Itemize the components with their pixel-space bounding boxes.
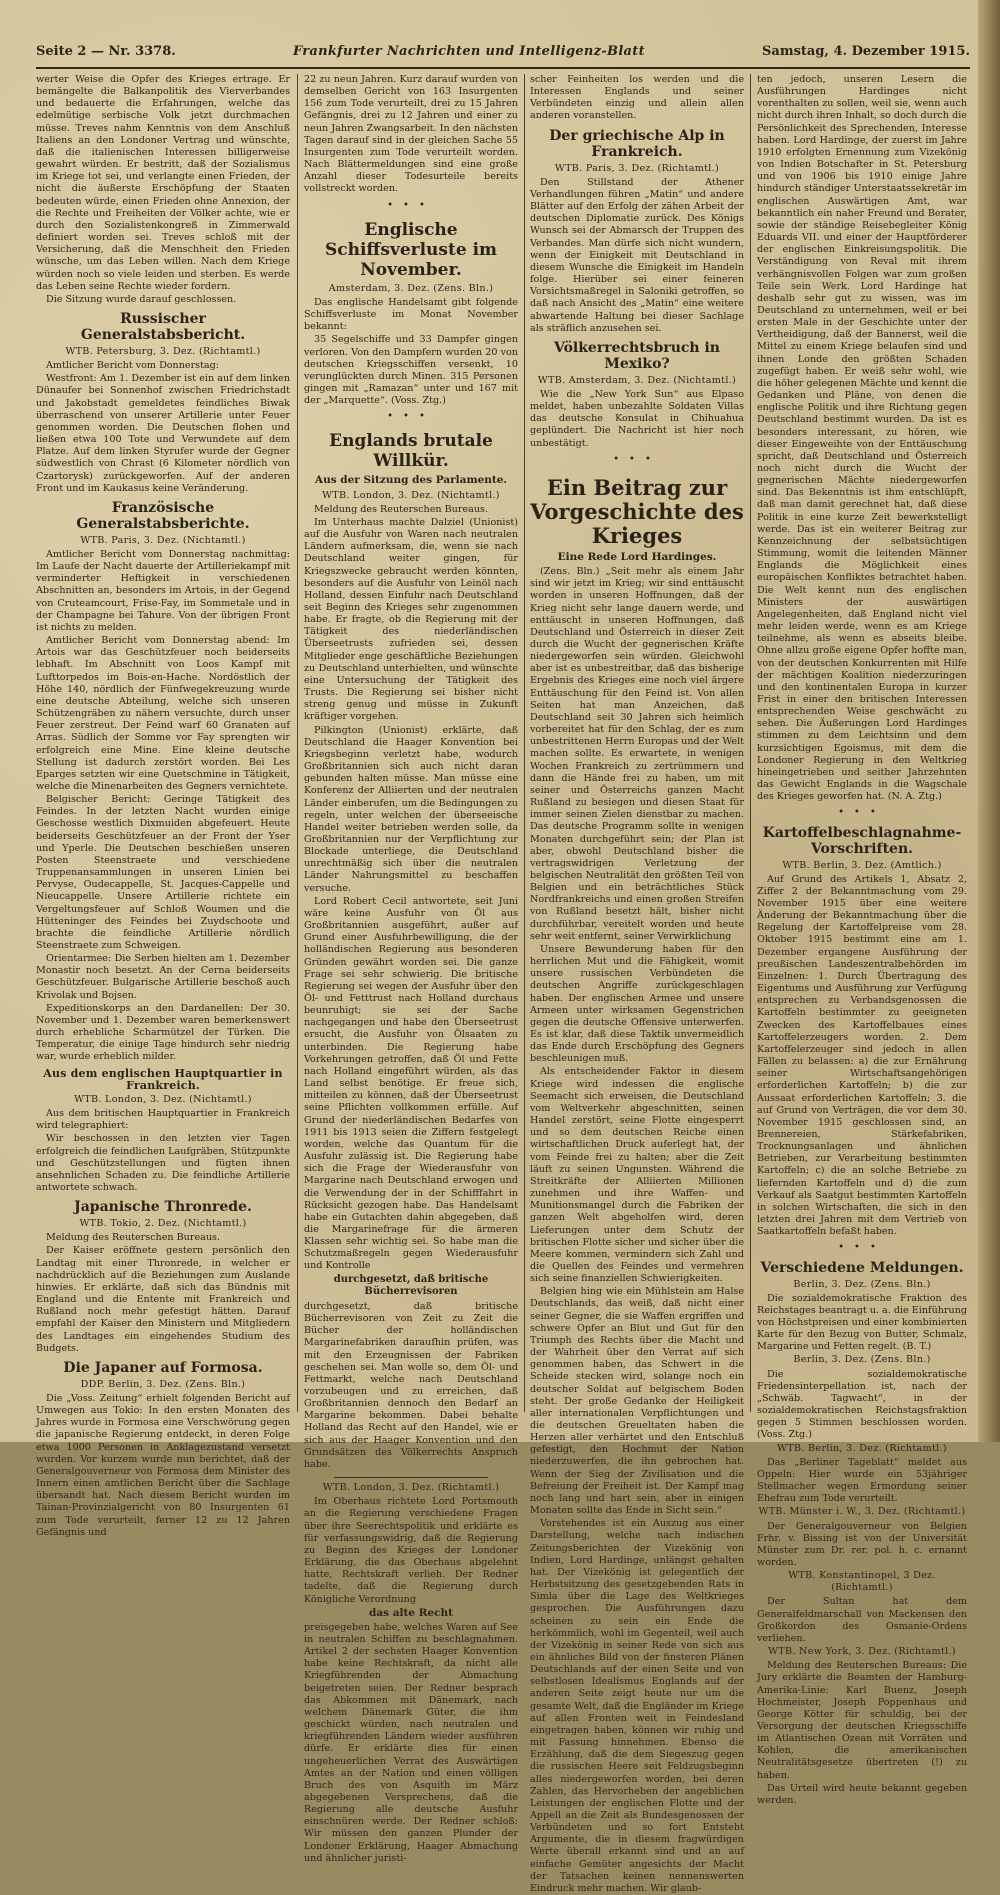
dateline: DDP. Berlin, 3. Dez. (Zens. Bln.): [80, 1378, 246, 1390]
article-text: Auf Grund des Artikels 1, Absatz 2, Ziffer 2 der Bekanntmachung vom 29. November 1915 über eine weitere Änderung der Bekanntmachung über die Regelung der Kartoffelpreise vom 28. Oktober 1915 bestimmt eine am 1. Dezember ergangene Ausführung der preußischen Landeszentralbehörden im Einzelnen: 1. Durch Übertragung des Eigentums und Ausführung zur Verfügung entsprechen zu Verbandsgenossen die Kartoffeln bestimmter zu geeigneten Zwecken des Kartoffelbaues eines Kartoffelerzeugers worden. 2. Dem Kartoffelerzeuger sind jedoch in allen Fällen zu belassen: a) die zur Ernährung seiner Wirtschaftsangehörigen erforderlichen Kartoffeln; b) die zur Aussaat erforderlichen Kartoffeln; 3. die auf Grund von Verträgen, die vor dem 30. November 1915 geschlossen sind, an Brennereien, Stärkefabriken, Trocknungsanlagen und ähnlichen Betrieben, zur Verarbeitung bestimmten Kartoffeln; c) die an solche Betriebe zu liefernden Kartoffeln und d) die zum Verkauf als Saatgut bestimmten Kartoffeln in solchen Wirtschaften, die sich in den letzten drei Jahren mit dem Vertrieb von Saatkartoffeln befaßt haben.: [757, 873, 967, 1238]
separator-dots: •••: [387, 411, 435, 423]
header-date: Samstag, 4. Dezember 1915.: [762, 44, 970, 59]
separator-dots: •••: [838, 1242, 886, 1254]
headline-greek-nightmare: Der griechische Alp in Frankreich.: [549, 127, 725, 160]
headline-russian-report: Russischer Generalstabsbericht.: [80, 310, 246, 343]
article-text: Lord Robert Cecil antwortete, seit Juni wäre keine Ausfuhr von Öl aus Großbritannien ausgeführt, außer auf Grund einer Ausfuhrbewilligung, die der holländischen Regierung aus besonderen Gründen gewährt worden sei. Die ganze Frage sei sehr schwierig. Die britische Regierung sei wegen der Ausfuhr über den Öl- und Fetttrust nach Holland durchaus beunruhigt; sie sei der Sache nachgegangen und habe den Überseetrust ersucht, die Ausfuhr von Ölsaaten zu unterbinden. Die Regierung habe Vorkehrungen getroffen, daß Öl und Fette nach Holland eingeführt würden, als das Land selbst benötige. Er freue sich, mitteilen zu können, daß der Überseetrust seine Pflichten vollkommen erfülle. Auf Grund der niederländischen Bedarfes von 1911 bis 1913 seien die Ziffern festgelegt worden, welche das Quantum für die Ausfuhr zulässig ist. Die Regierung habe sich die Frage der Wiederausfuhr von Margarine nach Deutschland erwogen und die Verwendung der in der Schifffahrt in Rücksicht gezogen habe. Das Handelsamt habe ein Gutachten dahin abgegeben, daß die Margarinefrage für die ärmeren Klassen sehr wichtig sei. So habe man die Schutzmaßregeln gegen Wiederausfuhr und Kontrolle: [304, 895, 518, 1272]
headline-various-news: Verschiedene Meldungen.: [760, 1259, 964, 1276]
article-text: Der Generalgouverneur von Belgien Frhr. v. Bissing ist von der Universität Münster zum Dr. rer. pol. h. c. ernannt worden.: [757, 1520, 967, 1568]
column-3: [530, 74, 744, 1894]
article-text: Der Sultan hat dem Generalfeldmarschall von Mackensen den Großkordon des Osmanie-Ordens verliehen.: [757, 1596, 967, 1644]
dateline: WTB. Amsterdam, 3. Dez. (Nichtamtl.): [537, 374, 737, 386]
article-text: Orientarmee: Die Serben hielten am 1. Dezember Monastir noch besetzt. An der Cerna beiderseits Geschützfeuer. Bulgarische Artillerie beschoß auch Krivolak und Bojsen.: [36, 953, 290, 1001]
article-text: (Zens. Bln.) „Seit mehr als einem Jahr sind wir jetzt im Krieg; wir sind enttäuscht worden in unseren Hoffnungen, daß der Krieg nicht sehr lange dauern werde, und enttäuscht in unseren Hoffnungen, daß Deutschland und Österreich in dieser Zeit durch die Wucht der gegnerischen Kräfte niedergeworfen sein würden. Gleichwohl aber ist es unbestreitbar, daß das bisherige Ergebnis des Krieges eine noch viel ärgere Enttäuschung für den Feind ist. Von allen Seiten hat man Anzeichen, daß Deutschland seit 30 Jahren sich heimlich vorbereitet hat für den Schlag, der es zum unbestrittenen Herrn Europas und der Welt machen sollte. Es erwartete, in wenigen Wochen Frankreich zu zertrümmern und dann die Hände frei zu haben, um mit seiner und Österreichs ganzen Macht Rußland zu besiegen und diesen Staat für immer seinen Zielen dienstbar zu machen. Das deutsche Programm sollte in wenigen Monaten durchgeführt sein; der Plan ist aber, obwohl Deutschland bisher die vertragswidrigen Verletzung der belgischen Neutralität den größten Teil von Belgien und ein beträchtliches Stück Nordfrankreichs und einen großen Streifen von Rußland besetzt hält, bisher nicht durchführbar, vereitelt worden und heute sehr weit entfernt, seiner Verwirklichung: [530, 566, 744, 942]
headline-english-hq: Aus dem englischen Hauptquartier in Frankreich.: [43, 1066, 283, 1092]
article-text: durchgesetzt, daß britische Bücherrevisoren von Zeit zu Zeit die Bücher der holländischen Margarinefabriken daraufhin prüfen, was mit den Erzeugnissen der Fabriken geschehen sei. Man wolle so, dem Öl- und Fettmarkt, welche nach Deutschland vorzubeugen und zu erreichen, daß Großbritannien dennoch den Bedarf an Margarine bekommen. Dabei behalte Holland das Recht auf den Handel, wie er sich aus der Haager Konvention und den Grundsätzen des Völkerrechts Anspruch habe.: [304, 1300, 518, 1470]
article-text: Meldung des Reuterschen Bureaus.: [46, 1232, 220, 1244]
headline-french-report: Französische Generalstabsberichte.: [76, 499, 250, 532]
article-text: Amtlicher Bericht vom Donnerstag nachmittag: Im Laufe der Nacht dauerte der Artilleriekampf mit verminderter Heftigkeit in verschiedenen Abschnitten an, besonders im Artois, in der Gegend von Cruteamcourt, Frise-Fay, im Sommetale und in der Champagne bei Tahure. Von der übrigen Front ist nichts zu melden.: [36, 549, 290, 633]
article-text: Amtlicher Bericht vom Donnerstag:: [46, 360, 220, 372]
dateline: Berlin, 3. Dez. (Zens. Bln.): [793, 1278, 931, 1290]
masthead-title: Frankfurter Nachrichten und Intelligenz-Blatt: [292, 44, 645, 59]
headline-japanese-speech: Japanische Thronrede.: [74, 1199, 252, 1216]
dateline: WTB. Münster i. W., 3. Dez. (Richtamtl.): [758, 1506, 966, 1518]
article-text: Das „Berliner Tageblatt“ meldet aus Oppeln: Hier wurde ein 53jähriger Stellmacher wegen Ermordung seiner Ehefrau zum Tode verurteilt.: [757, 1456, 967, 1505]
subheadline: Eine Rede Lord Hardinges.: [557, 550, 717, 563]
article-text: Expeditionskorps an den Dardanellen: Der 30. November und 1. Dezember waren bemerkenswert durch erhebliche Scharmützel der Türken. Die Temperatur, die einige Tage hindurch sehr niedrig war, wurde erheblich milder.: [36, 1002, 290, 1063]
article-text: Als entscheidender Faktor in diesem Kriege wird indessen die englische Seemacht sich erweisen, die Deutschland vom Weltverkehr abgeschnitten, seinen Handel zerstört, seine Flotte eingesperrt und so dem deutschen Reiche einen wirtschaftlichen Druck auferlegt hat, der vom Feinde frei zu halten; aber die Zeit läuft zu seinen Ungunsten. Während die Streitkräfte der Alliierten Millionen zunehmen und ihre Waffen- und Munitionsmangel durch die Fabriken der ganzen Welt abgeholfen wird, deren Lieferungen unter dem Schutz der britischen Flotte sicher und sicher über die Meere kommen, vermindern sich Zahl und die Quellen des Feindes und vermehren sich seine finanziellen Schwierigkeiten.: [530, 1066, 744, 1285]
article-text: Den Stillstand der Athener Verhandlungen führen „Matin“ und andere Blätter auf den Erfolg der zähen Arbeit der deutschen Diplomatie zurück. Des Königs Wunsch sei der Abmarsch der Truppen des Verbandes. Man dürfe sich nicht wundern, wenn der Einigkeit mit Deutschland in diesem Wunsche die Einigkeit im Handeln folge. Hierüber sei einer feineren Vorsichtsmaßregel in Saloniki getroffen, so daß nach Ansicht des „Matin“ eine weitere abwartende Haltung bei dieser Sachlage als sträflich anzusehen sei.: [530, 176, 744, 334]
headline-ship-losses: Englische Schiffsverluste im November.: [324, 219, 498, 280]
subheadline: das alte Recht: [369, 1606, 453, 1619]
header-left: Seite 2 — Nr. 3378.: [36, 44, 176, 59]
article-text: Westfront: Am 1. Dezember ist ein auf dem linken Dünaufer bei Sonnenhof zwischen Friedrichstadt und Jakobstadt gemeldetes feindliches Biwak überraschend von unserer Artillerie unter Feuer genommen worden. Die Deutschen flohen und ließen etwa 100 Tote und Verwundete auf dem Platze. Auf dem linken Styrufer wurde der Gegner südwestlich von Chrast (6 Kilometer nördlich von Czartorysk) zurückgeworfen. Auf der anderen Front und im Kaukasus keine Veränderung.: [36, 373, 290, 494]
dateline: WTB. Paris, 3. Dez. (Richtamtl.): [554, 162, 720, 174]
article-text: Meldung des Reuterschen Bureaus: Die Jury erklärte die Beamten der Hamburg-Amerika-Linie: Karl Buenz, Joseph Hochmeister, Joseph Poppenhaus und George Kötter für schuldig, bei der Versorgung der deutschen Kriegsschiffe im Atlantischen Ozean mit Vorräten und Kohlen, die amerikanischen Neutralitätsgesetze übertreten (!) zu haben.: [757, 1660, 967, 1781]
column-separator: [524, 74, 525, 1412]
dateline: WTB. London, 3. Dez. (Richtamtl.): [322, 1482, 500, 1494]
headline-prehistory-war: Ein Beitrag zur Vorgeschichte des Krieges: [530, 474, 744, 548]
article-text: Das Urteil wird heute bekannt gegeben werden.: [757, 1782, 967, 1806]
inline-subheading: durchgesetzt, daß britische Bücherrevisoren: [333, 1273, 489, 1297]
article-text: Der Kaiser eröffnete gestern persönlich den Landtag mit einer Thronrede, in welcher er nachdrücklich auf die Beziehungen zum Auslande hinwies. Er erklärte, daß sich das Bündnis mit England und die Entente mit Frankreich und Rußland noch mehr gefestigt hätten. Darauf empfahl der Kaiser den Ministern und Mitgliedern des Landtages ein eingehendes Studium des Budgets.: [36, 1245, 290, 1354]
column-2: [304, 74, 518, 1864]
dateline: WTB. New York, 3. Dez. (Richtamtl.): [768, 1646, 956, 1658]
subheadline: Aus der Sitzung des Parlamente.: [314, 474, 508, 487]
separator-dots: •••: [613, 453, 661, 465]
dateline: WTB. Tokio, 2. Dez. (Nichtamtl.): [79, 1218, 247, 1230]
article-text: Belgien hing wie ein Mühlstein am Halse Deutschlands, das weiß, daß nicht einer seiner Gegner, die sie Waffen ergriffen und schwere Opfer an Blut und Gut für den Triumph des Rechts über die Macht und der Wahrheit über den Verrat auf sich genommen haben, das Schwert in die Scheide stecken wird, solange noch ein deutscher Soldat auf belgischem Boden steht. Der große Gedanke der Heiligkeit aller internationalen Verpflichtungen und die deutschen Greueltaten haben die Herzen aller verhärtet und den Entschluß gefestigt, den Hochmut der Nation niederzuwerfen, die ihn gebrochen hat. Wenn der Sieg der Zivilisation und die Befreiung der Freiheit ist. Der Kampf mag noch lang und hart sein, aber in einigen Monaten sollte das Ende in Sicht sein.“: [530, 1286, 744, 1517]
dateline: Amsterdam, 3. Dez. (Zens. Bln.): [328, 282, 494, 294]
dateline: WTB. Petersburg, 3. Dez. (Richtamtl.): [65, 345, 261, 357]
article-text: Pilkington (Unionist) erklärte, daß Deutschland die Haager Konvention bei Kriegsbeginn verletzt habe, wodurch Großbritannien sich auch nicht daran gebunden halten müsse. Man müsse eine Konferenz der Alliierten und der neutralen Länder einberufen, um die Bedingungen zu regeln, unter welchen der überseeische Handel weiter betrieben werden solle, da Großbritannien nur der Verpflichtung zur Blockade unterliege, die Deutschland unrechtmäßig sich über die neutralen Länder Nahrungsmittel zu beschaffen versuche.: [304, 724, 518, 894]
article-text: Die sozialdemokratische Friedensinterpellation ist, nach der „Schwäb. Tagwacht“, in der sozialdemokratischen Reichstagsfraktion gegen 5 Stimmen beschlossen worden. (Voss. Ztg.): [757, 1368, 967, 1441]
dateline: WTB. Berlin, 3. Dez. (Richtamtl.): [777, 1442, 947, 1454]
article-text: Meldung des Reuterschen Bureaus.: [314, 503, 488, 515]
article-text: 22 zu neun Jahren. Kurz darauf wurden von demselben Gericht von 163 Insurgenten 156 zum Tode verurteilt, drei zu 15 Jahren Gefängnis, drei zu 12 Jahren und einer zu neun Jahren Zwangsarbeit. In den nächsten Tagen darauf sind in der gleichen Sache 55 Insurgenten zum Tode verurteilt worden. Nach Blättermeldungen sind eine große Anzahl dieser Todesurteile bereits vollstreckt worden.: [304, 74, 518, 195]
separator-dots: •••: [838, 807, 886, 819]
article-text: werter Weise die Opfer des Krieges ertrage. Er bemängelte die Balkanpolitik des Vierverbandes und bedauerte die Erfahrungen, welche das edelmütige serbische Volk jetzt durchmachen müsse. Treves nahm Kenntnis von dem Anschluß Italiens an den Londoner Vertrag und wünschte, daß die italienischen Interessen billigerweise gewahrt würden. Er bestritt, daß der Sozialismus im Kriege tot sei, und verlangte einen Frieden, der nicht die äußerste Erschöpfung der Staaten bedeuten würde, einen Frieden ohne Annexion, der die Rechte und Freiheiten der Völker achte, wie er durch den Sozialistenkongreß in Zimmerwald definiert worden sei. Treves schloß mit der Versicherung, daß die Menschheit den Frieden wünsche, um das Leben willen. Nach dem Kriege würden noch so viele leiden und sterben. Es werde das Leben seine Rechte wieder fordern.: [36, 74, 290, 292]
article-text: Belgischer Bericht: Geringe Tätigkeit des Feindes. In der letzten Nacht wurden einige Geschosse westlich Dixmuiden abgefeuert. Heute beiderseits Geschützfeuer an der Front der Yser und Yperle. Die Deutschen beschießen unseren Posten Steenstraete und verschiedene Truppenansammlungen in unseren Linien bei Pervyse, Oudecappelle, St. Jacques-Cappelle und Nieucappelle. Unsere Artillerie richtete ein Vergeltungsfeuer auf Schloß Woumen und die Hütteninger des Feindes bei Zuydschoote und brachte die feindliche Artillerie nördlich Steenstraete zum Schweigen.: [36, 794, 290, 951]
dateline: WTB. London, 3. Dez. (Nichtamtl.): [74, 1093, 252, 1105]
article-text: Das englische Handelsamt gibt folgende Schiffsverluste im Monat November bekannt:: [304, 296, 518, 333]
dateline: WTB. Berlin, 3. Dez. (Amtlich.): [782, 859, 942, 871]
article-text: Im Oberhaus richtete Lord Portsmouth an die Regierung verschiedene Fragen über ihre Seerechtspolitik und erklärte es für verfassungswidrig, daß die Regierung zu Beginn des Krieges der Londoner Erklärung, die das Oberhaus abgelehnt hatte, Rechtskraft verlieh. Der Redner tadelte, daß die Regierung durch Königliche Verordnung: [304, 1496, 518, 1605]
header-rule: [36, 67, 970, 69]
article-text: 35 Segelschiffe und 33 Dampfer gingen verloren. Von den Dampfern wurden 20 von deutschen Kriegsschiffen versenkt, 10 verunglückten durch Minen. 315 Personen gingen mit „Ramazan“ unter und 167 mit der „Marquette“. (Voss. Ztg.): [304, 334, 518, 407]
article-text: ten jedoch, unseren Lesern die Ausführungen Hardinges nicht vorenthalten zu sollen, weil sie, wenn auch nicht durch ihren Inhalt, so doch durch die Persönlichkeit des Sprechenden, Interesse haben. Lord Hardinge, der zuerst im Jahre 1910 erfolgten Ernennung zum Vizekönig von Indien Botschafter in St. Petersburg und von 1906 bis 1910 einige Jahre hindurch ständiger Unterstaatssekretär im englischen Auswärtigen Amt, war bekanntlich ein naher Freund und Berater, sowie der ständige Reisebegleiter König Eduards VII. und einer der Hauptförderer der englischen Einkreisungspolitik. Die Verständigung von Reval mit ihrem verhängnisvollen Folgen war zum großen Teile sein Werk. Lord Hardinge hat deshalb sehr gut zu wissen, was im Deutschland zu unternehmen, weil er bei ersten Male in der Geschichte unter der Vertheidigung, daß der Bannerst, weil die Mittel zu einem Kriege belaufen sind und ihnen Londe den größten Schaden zugefügt haben. Er weiß sehr wohl, wie die höher gelegenen Mächte und kennt die Gedanken und Pläne, von denen die englische Politik und ihre Richtung gegen Deutschland bestimmt wurden. Da ist es besonders interessant, zu hören, wie dieser Eingeweihte von der Enttäuschung spricht, daß Deutschland und Österreich noch nicht durch die Wucht der gegnerischen Mächte niedergeworfen sind. Das Bekenntnis ist ihm entschlüpft, daß man damit gerechnet hat, daß diese Politik in eine kurze Zeit bewerkstelligt werde. Das ist ein weiterer Beitrag zur Kennzeichnung der selbstsüchtigen Stimmung, womit die leitenden Männer Englands die Möglichkeit eines europäischen Konfliktes betrachtet haben. Die Welt kennt nun des englischen Ministers der auswärtigen Angelegenheiten, daß England nicht viel mehr leiden werde, wenn es am Kriege teilnehme, als wenn es abseits bleibe. Ohne allzu große eigene Opfer hoffte man, von der deutschen Konkurrenten mit Hilfe der mächtigen Koalition niederzuringen und den kontinentalen Europa in kurzer Frist in einer den britischen Interessen entsprechenden Weise geschwächt zu sehen. Die Äußerungen Lord Hardinges stimmen zu dem Leichtsinn und dem kurzsichtigen Egoismus, mit dem die Londoner Regierung in den Weltkrieg hineingetrieben und seither Jahrzehnten das Gewicht Englands in die Wagschale des Krieges geworfen hat. (N. A. Ztg.): [757, 74, 967, 803]
headline-formosa: Die Japaner auf Formosa.: [63, 1359, 263, 1376]
page-header: [36, 44, 970, 68]
dateline: Berlin, 3. Dez. (Zens. Bln.): [793, 1354, 931, 1366]
column-4: [757, 74, 968, 1806]
headline-mexico: Völkerrechtsbruch in Mexiko?: [554, 339, 720, 372]
headline-england-arbitrariness: Englands brutale Willkür.: [329, 431, 493, 472]
column-separator: [750, 74, 751, 1412]
article-text: scher Feinheiten los werden und die Interessen Englands und seiner Verbündeten einzig und allein allen anderen voranstellen.: [530, 74, 744, 122]
article-text: Die sozialdemokratische Fraktion des Reichstages beantragt u. a. die Einführung von Höchstpreisen und einer kombinierten Karte für den Bezug von Butter, Schmalz, Margarine und Fetten regelt. (B. T.): [757, 1292, 968, 1353]
article-text: preisgegeben habe, welches Waren auf See in neutralen Schiffen zu beschlagnahmen. Artikel 2 der sechsten Haager Konvention habe keine Rechtskraft, da nicht alle Kriegführenden der Abmachung beigetreten seien. Der Redner besprach das Abkommen mit Dänemark, nach welchem Dänemark Güter, die ihm geschickt würden, nach neutralen und kriegführenden Ländern wieder ausführen dürfe. Er erklärte dies für einen ungeheuerlichen Verrat des Auswärtigen Amtes an der Nation und einen völligen Bruch des von Asquith im März abgegebenen Versprechens, daß die Regierung alle deutsche Ausfuhr einschnüren werde. Der Redner schloß: Wir müssen den ganzen Plunder der Londoner Erklärung, Haager Abmachung und ähnlicher juristi-: [304, 1621, 518, 1864]
column-separator: [297, 74, 298, 1412]
separator-dots: •••: [387, 199, 435, 211]
article-text: Aus dem britischen Hauptquartier in Frankreich wird telegraphiert:: [36, 1108, 290, 1132]
dateline: WTB. Paris, 3. Dez. (Nichtamtl.): [80, 534, 246, 546]
article-text: Vorstehendes ist ein Auszug aus einer Darstellung, welche nach indischen Zeitungsberichten der Vizekönig von Indien, Lord Hardinge, unlängst gehalten hat. Der Vizekönig ist gelegentlich der Herbstsitzung des gesetzgebenden Rats in Simla über die Lage des Weltkrieges gesprochen. Die Ausführungen dazu scheinen zu sein ein Ende die herkömmlich, wohl im Gegenteil, weil auch der Vizekönig in seiner Rede von sich aus ein ähnliches Bild von der finsteren Plänen Deutschlands auf der einen Seite und von selbstlosen Idealismus Englands auf der anderen Seite zeigt heute nur um die gesamte Welt, daß die Engländer im Kriege auf allen Fronten weit in Feindesland eingetragen haben, können wir ruhig und mit Fassung hinnehmen. Ebenso die Erzählung, daß die dem Siegeszug gegen die russischen Heere seit Feldzugsbeginn alles niedergeworfen worden, bei deren Zahlen, das Hervorheben der angeblichen Leistungen der englischen Flotte und der Appell an die Zeit als Bundesgenossen der Verbündeten und so fort Entsteht Argumente, die in diesem fragwürdigen Werte überall erkannt sind und an auf einfache Gemüter angesichts der Macht der Tatsachen keinen nennenswerten Eindruck mehr machen. Wir glaub-: [530, 1518, 744, 1894]
article-text: Wir beschossen in den letzten vier Tagen erfolgreich die feindlichen Laufgräben, Stützpunkte und Geschützstellungen und fügten ihnen ansehnlichen Schaden zu. Die feindliche Artillerie antwortete schwach.: [36, 1133, 290, 1193]
section-rule: [334, 1477, 488, 1478]
book-edge: [978, 0, 1000, 1442]
column-1: [36, 74, 290, 1538]
headline-potato-rules: Kartoffelbeschlagnahme-Vorschriften.: [762, 824, 962, 857]
article-text: Die „Voss. Zeitung“ erhielt folgenden Bericht auf Umwegen aus Tokio: In den ersten Monaten des Jahres wurde in Formosa eine Verschwörung gegen die japanische Regierung entdeckt, in deren Folge etwa 1000 Personen in Anklagezustand versetzt wurden. Vor kurzem wurde nun berichtet, daß der Generalgouverneur von Formosa dem Minister des Innern einen amtlichen Bericht über die Sachlage übersandt hat. Nach diesem Bericht wurden im Tainan-Provinzialgericht von 80 Insurgenten 61 zum Tode verurteilt, ferner 12 zu 12 Jahren Gefängnis und: [36, 1393, 290, 1538]
dateline: WTB. Konstantinopel, 3 Dez. (Richtamtl.): [788, 1570, 936, 1594]
article-text: Die Sitzung wurde darauf geschlossen.: [46, 293, 237, 305]
dateline: WTB. London, 3. Dez. (Nichtamtl.): [322, 489, 500, 501]
article-text: Im Unterhaus machte Dalziel (Unionist) auf die Ausfuhr von Waren nach neutralen Ländern aufmerksam, die, wenn sie nach Deutschland weiter gingen, für Kriegszwecke gebraucht werden könnten, besonders auf die Ausfuhr von Leinöl nach Holland, dessen Einfuhr nach Deutschland seit Beginn des Krieges sehr zugenommen habe. Er fragte, ob die Regierung mit der Tätigkeit des niederländischen Überseetrusts zufrieden sei, dessen Mitglieder enge geschäftliche Beziehungen zu Deutschland unterhielten, und wünschte eine Untersuchung der Tätigkeit des Trusts. Die Regierung sei bisher nicht streng genug und müsse in Zukunft kräftiger vorgehen.: [304, 516, 518, 723]
article-text: Unsere Bewunderung haben für den herrlichen Mut und die Fähigkeit, womit unsere russischen Verbündeten die deutschen Angriffe zurückgeschlagen haben. Der englischen Armee und unsere Armeen unter wirksamen Gegenstrichen gegen die deutsche Offensive unterwerfen. Es ist klar, daß diese Taktik unvermeidlich das Ende durch Erschöpfung des Gegners beschleunigen muß.: [530, 943, 744, 1065]
article-text: Amtlicher Bericht vom Donnerstag abend: Im Artois war das Geschützfeuer noch beiderseits lebhaft. Im Abschnitt von Loos Kampf mit Lufttorpedos im Bois-en-Hache. Nordöstlich der Höhe 140, nördlich der Fünfwegekreuzung wurde eine deutsche Abteilung, welche sich unseren Schützengräben zu nähern versuchte, durch unser Feuer zerstreut. Der Feind warf 60 Granaten auf Arras. Südlich der Somme vor Fay sprengten wir erfolgreich eine Mine. Eine kleine deutsche Stellung ist dadurch zerstört worden. Bei Les Eparges setzten wir eine Quetschmine in Tätigkeit, welche die Minenarbeiten des Gegners vernichtete.: [36, 635, 290, 792]
article-text: Wie die „New York Sun“ aus Elpaso meldet, haben unbezahlte Soldaten Villas das deutsche Konsulat in Chihuahua geplündert. Die Nachricht ist hier noch unbestätigt.: [530, 388, 744, 449]
